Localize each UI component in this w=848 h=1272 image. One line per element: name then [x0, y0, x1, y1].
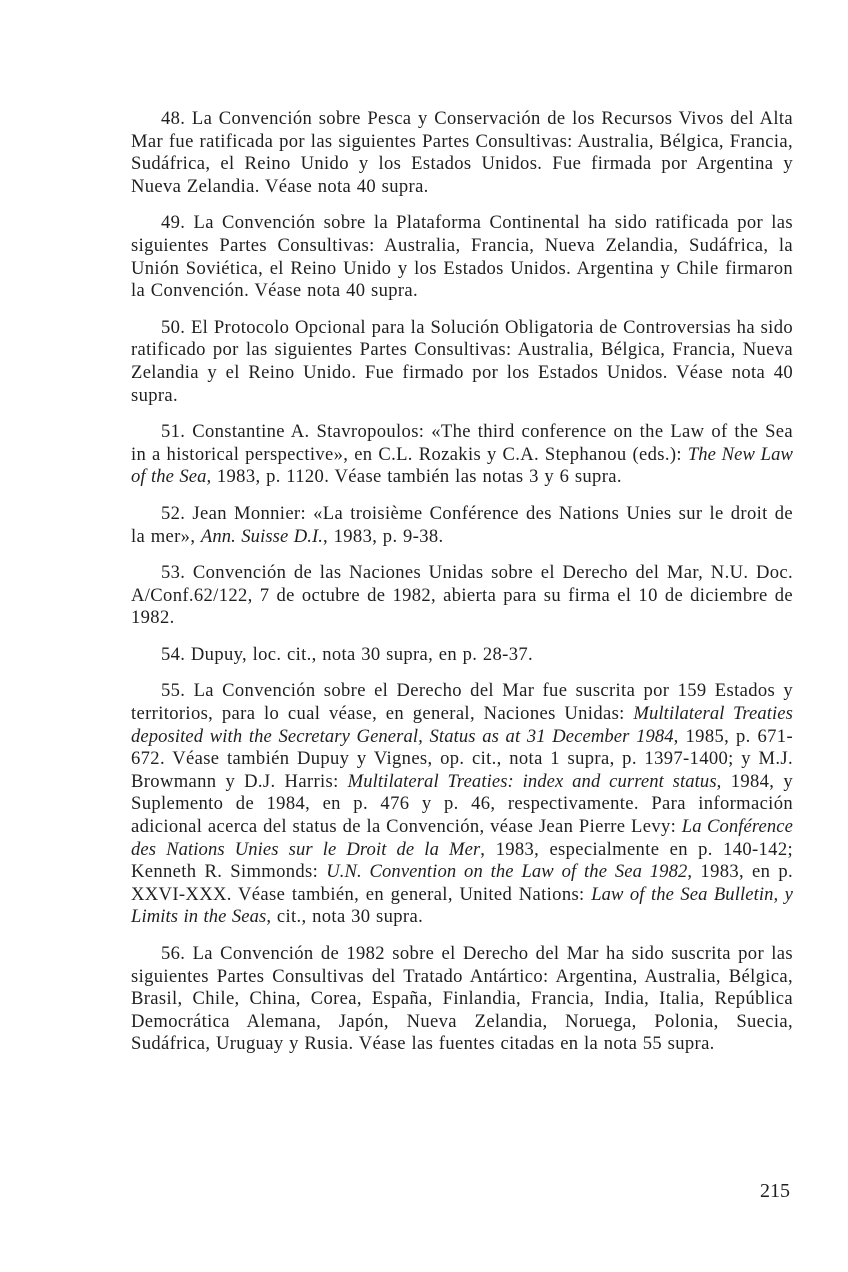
cited-title: The New Law of the Sea, [131, 443, 793, 488]
footnote-text: , 1983, p. 9-38. [323, 525, 444, 547]
footnote-56 [131, 943, 793, 1056]
footnote-text: , 1985, p. 671-672. Véase también Dupuy y Vignes, op. cit., nota 1 supra, p. 1397-1400; y M.J. Browmann y D.J. Harris: [131, 725, 793, 792]
footnote-text: , 1983, especialmente en p. 140-142; Kenneth R. Simmonds: [131, 838, 793, 883]
footnote-text: 50. El Protocolo Opcional para la Solución Obligatoria de Controversias ha sido ratificado por las siguientes Partes Consultivas: Australia, Bélgica, Francia, Nueva Zelandia y el Reino Unido. Fue firmado por los Estados Unidos. Véase nota 40 supra. [131, 316, 793, 406]
footnote-text: 52. Jean Monnier: «La troisième Conférence des Nations Unies sur le droit de la mer», [131, 502, 793, 547]
footnote-53 [131, 562, 793, 630]
footnote-text: 1983, p. 1120. Véase también las notas 3 y 6 supra. [211, 466, 622, 488]
footnote-49 [131, 212, 793, 302]
page-number: 215 [760, 1180, 790, 1202]
footnote-50 [131, 317, 793, 407]
cited-title: Multilateral Treaties deposited with the Secretary General, Status as at 31 December 1984 [131, 703, 793, 747]
footnote-text: , 1984, y Suplemento de 1984, en p. 476 y p. 46, respectivamente. Para información adicional acerca del status de la Convención, véase Jean Pierre Levy: [131, 770, 793, 838]
footnote-text: , 1983, en p. XXVI-XXX. Véase también, en general, United Nations: [131, 861, 793, 905]
footnote-text: , cit., nota 30 supra. [266, 906, 424, 928]
footnote-48 [131, 108, 793, 198]
footnote-text: 55. La Convención sobre el Derecho del Mar fue suscrita por 159 Estados y territorios, para lo cual véase, en general, Naciones Unidas: [131, 680, 793, 725]
cited-title: Multilateral Treaties: index and current status [347, 770, 717, 792]
footnote-51 [131, 421, 793, 489]
cited-title: U.N. Convention on the Law of the Sea 1982 [326, 861, 688, 883]
footnote-text: 53. Convención de las Naciones Unidas sobre el Derecho del Mar, N.U. Doc. A/Conf.62/122, 7 de octubre de 1982, abierta para su firma el 10 de diciembre de 1982. [131, 562, 793, 629]
footnote-52 [131, 503, 793, 548]
footnote-54 [131, 644, 793, 667]
footnote-text: 51. Constantine A. Stavropoulos: «The third conference on the Law of the Sea in a historical perspective», en C.L. Rozakis y C.A. Stephanou (eds.): [131, 421, 793, 465]
footnote-text: 54. Dupuy, loc. cit., nota 30 supra, en p. 28-37. [161, 643, 533, 665]
cited-title: Ann. Suisse D.I. [200, 525, 324, 547]
footnote-text: 49. La Convención sobre la Plataforma Continental ha sido ratificada por las siguientes Partes Consultivas: Australia, Francia, Nueva Zelandia, Sudáfrica, la Unión Soviética, el Reino Unido y los Estados Unidos. Argentina y Chile firmaron la Convención. Véase nota 40 supra. [131, 212, 793, 302]
footnotes [131, 108, 793, 1070]
footnote-55 [131, 680, 793, 929]
footnote-text: 56. La Convención de 1982 sobre el Derecho del Mar ha sido suscrita por las siguientes Partes Consultivas del Tratado Antártico: Argentina, Australia, Bélgica, Brasil, Chile, China, Corea, España, Finlandia, Francia, India, Italia, República Democrática Alemana, Japón, Nueva Zelandia, Noruega, Polonia, Suecia, Sudáfrica, Uruguay y Rusia. Véase las fuentes citadas en la nota 55 supra. [131, 943, 793, 1055]
cited-title: Law of the Sea Bulletin, y Limits in the Seas [131, 883, 793, 928]
cited-title: La Conférence des Nations Unies sur le Droit de la Mer [131, 816, 793, 860]
footnote-text: 48. La Convención sobre Pesca y Conservación de los Recursos Vivos del Alta Mar fue ratificada por las siguientes Partes Consultivas: Australia, Bélgica, Francia, Sudáfrica, el Reino Unido y los Estados Unidos. Fue firmada por Argentina y Nueva Zelandia. Véase nota 40 supra. [131, 108, 793, 197]
